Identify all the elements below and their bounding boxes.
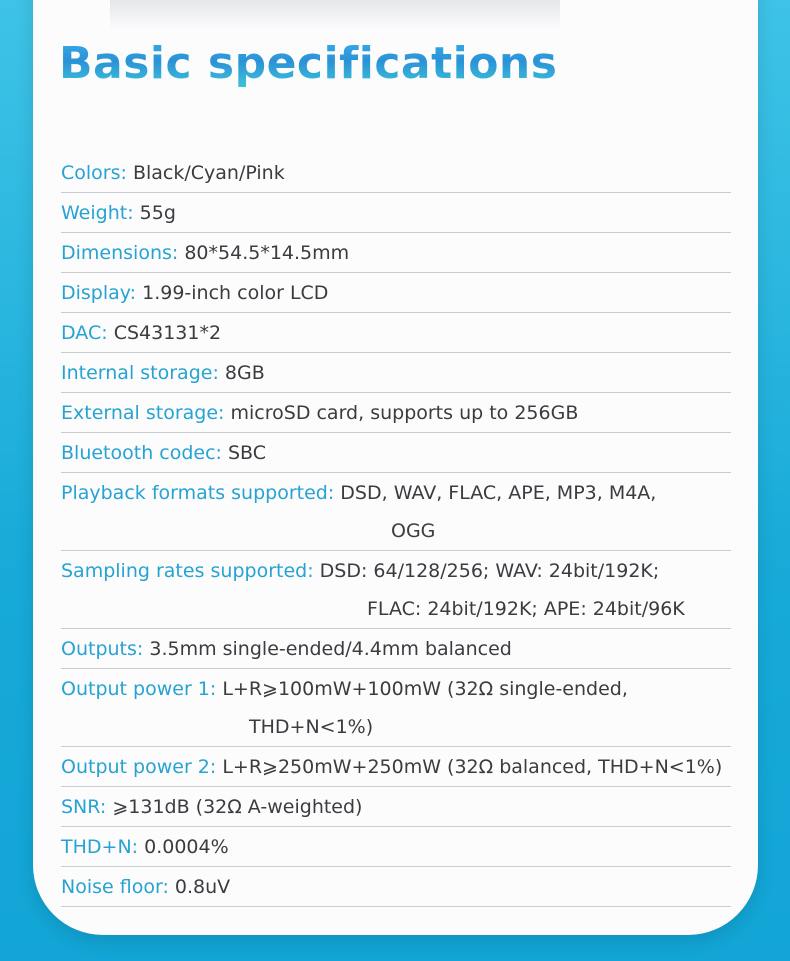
page-title: Basic specifications bbox=[59, 34, 557, 94]
spec-label: Display: bbox=[61, 282, 137, 304]
spec-label: Playback formats supported: bbox=[61, 482, 335, 504]
spec-label: THD+N: bbox=[61, 836, 139, 858]
spec-value: ⩾131dB (32Ω A-weighted) bbox=[112, 796, 363, 818]
spec-value: Black/Cyan/Pink bbox=[132, 162, 285, 184]
spec-label: Colors: bbox=[61, 162, 127, 184]
spec-label: Output power 2: bbox=[61, 756, 217, 778]
spec-label: Internal storage: bbox=[61, 362, 219, 384]
spec-row-external-storage bbox=[61, 394, 731, 433]
spec-row-dac bbox=[61, 314, 731, 353]
spec-row-thd-n bbox=[61, 828, 731, 867]
spec-value: DSD, WAV, FLAC, APE, MP3, M4A, bbox=[340, 482, 657, 504]
spec-label: External storage: bbox=[61, 402, 225, 424]
spec-value: 0.8uV bbox=[174, 876, 231, 898]
spec-row-outputs bbox=[61, 630, 731, 669]
spec-row-dimensions bbox=[61, 234, 731, 273]
spec-list bbox=[61, 154, 731, 907]
spec-label: Noise floor: bbox=[61, 876, 169, 898]
spec-label: DAC: bbox=[61, 322, 108, 344]
spec-value: 55g bbox=[139, 202, 176, 224]
spec-value-continued: OGG bbox=[391, 520, 436, 542]
spec-row-noise-floor bbox=[61, 868, 731, 907]
spec-row-sampling-rates bbox=[61, 552, 731, 629]
spec-value: 0.0004% bbox=[144, 836, 229, 858]
spec-label: Dimensions: bbox=[61, 242, 179, 264]
spec-label: Outputs: bbox=[61, 638, 144, 660]
spec-row-internal-storage bbox=[61, 354, 731, 393]
spec-value: 8GB bbox=[224, 362, 265, 384]
spec-row-weight bbox=[61, 194, 731, 233]
spec-label: Weight: bbox=[61, 202, 134, 224]
spec-value: DSD: 64/128/256; WAV: 24bit/192K; bbox=[319, 560, 660, 582]
spec-value-continued: FLAC: 24bit/192K; APE: 24bit/96K bbox=[367, 598, 685, 620]
spec-value: CS43131*2 bbox=[113, 322, 222, 344]
spec-value: SBC bbox=[228, 442, 267, 464]
spec-row-output-power-1 bbox=[61, 670, 731, 747]
spec-row-playback-formats bbox=[61, 474, 731, 551]
spec-value: 80*54.5*14.5mm bbox=[184, 242, 350, 264]
spec-row-colors bbox=[61, 154, 731, 193]
product-image-edge bbox=[110, 0, 560, 30]
spec-value: L+R⩾250mW+250mW (32Ω balanced, THD+N<1%) bbox=[222, 756, 723, 778]
spec-row-bluetooth-codec bbox=[61, 434, 731, 473]
spec-row-snr bbox=[61, 788, 731, 827]
spec-row-display bbox=[61, 274, 731, 313]
spec-value: 1.99-inch color LCD bbox=[142, 282, 329, 304]
spec-row-output-power-2 bbox=[61, 748, 731, 787]
spec-value: L+R⩾100mW+100mW (32Ω single-ended, bbox=[222, 678, 628, 700]
spec-value-continued: THD+N<1%) bbox=[249, 716, 374, 738]
spec-label: Sampling rates supported: bbox=[61, 560, 314, 582]
spec-label: SNR: bbox=[61, 796, 107, 818]
spec-value: microSD card, supports up to 256GB bbox=[230, 402, 579, 424]
spec-label: Output power 1: bbox=[61, 678, 217, 700]
spec-value: 3.5mm single-ended/4.4mm balanced bbox=[149, 638, 512, 660]
spec-label: Bluetooth codec: bbox=[61, 442, 222, 464]
